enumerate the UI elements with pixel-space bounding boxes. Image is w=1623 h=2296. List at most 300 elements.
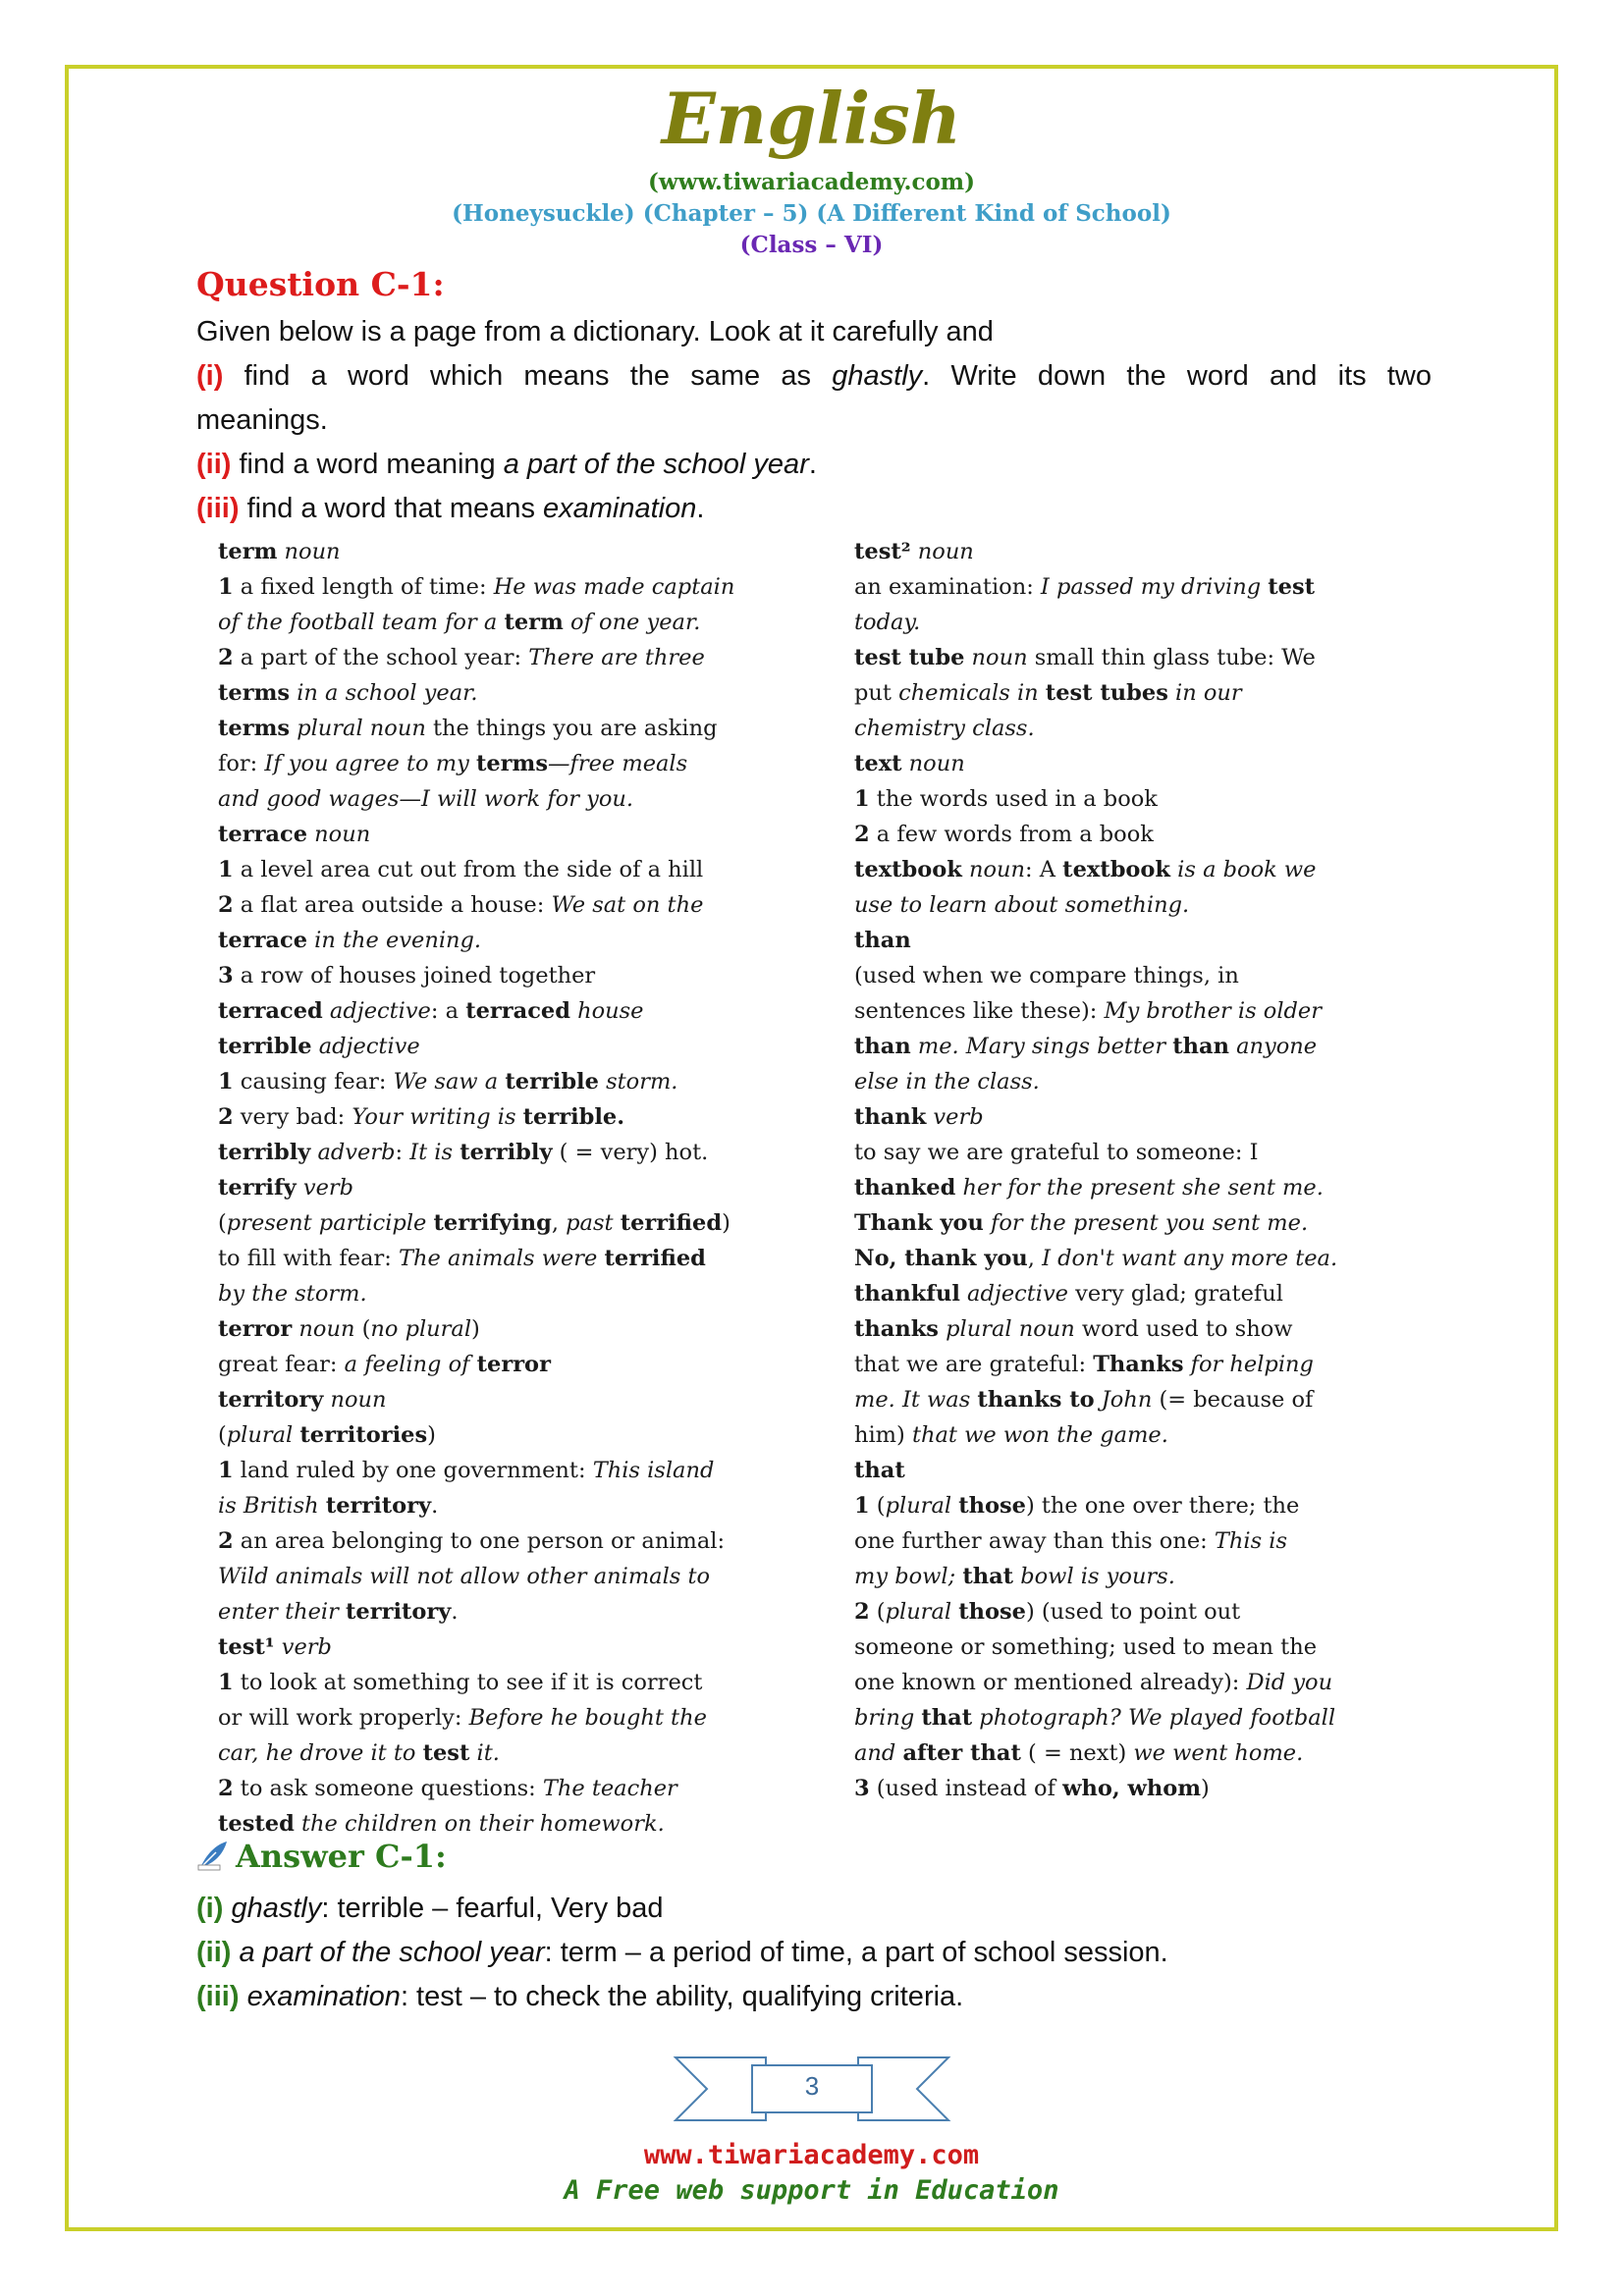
dictionary-text: 2 [218, 1104, 234, 1130]
dictionary-text: thankful [854, 1281, 960, 1307]
dictionary-line [854, 1099, 1416, 1135]
dictionary-text: thank [854, 1104, 927, 1130]
feather-icon [196, 1839, 230, 1880]
dictionary-text: a level area cut out from the side of a hill [233, 857, 704, 882]
dictionary-text: ( [218, 1422, 227, 1448]
dictionary-text: territories [299, 1422, 428, 1448]
answer-item-term: ghastly [231, 1893, 322, 1924]
dictionary-line [854, 746, 1416, 781]
dictionary-text: in our [1167, 680, 1242, 706]
answer-item-label: (i) [196, 1893, 224, 1924]
dictionary-text: in the evening. [307, 928, 482, 953]
dictionary-line [218, 675, 801, 711]
dictionary-text: great fear: [218, 1352, 345, 1377]
dictionary-text: ( = next) [1020, 1740, 1134, 1766]
dictionary-text: that [854, 1458, 905, 1483]
dictionary-text: terraced [218, 998, 323, 1024]
dictionary-text: Thank you [854, 1210, 984, 1236]
dictionary-text: Did you [1246, 1670, 1333, 1695]
dictionary-text: for: [218, 751, 265, 776]
dictionary-text: terms [218, 680, 291, 706]
dictionary-line [218, 569, 801, 605]
question-item-label: (i) [196, 360, 224, 392]
dictionary-line [854, 1700, 1416, 1735]
dictionary-text: test [1268, 574, 1316, 600]
dictionary-text: 2 [854, 1599, 870, 1625]
dictionary-text: ( [354, 1316, 371, 1342]
dictionary-line [854, 1559, 1416, 1594]
answer-heading [196, 1838, 447, 1880]
page-number: 3 [804, 2071, 820, 2101]
dictionary-text: terrace [218, 822, 308, 847]
dictionary-text: my bowl; [854, 1564, 963, 1589]
dictionary-text: Before he bought the [468, 1705, 707, 1731]
dictionary-text: very bad: [233, 1104, 352, 1130]
dictionary-text: house [569, 998, 644, 1024]
dictionary-text: of one year. [563, 610, 701, 635]
dictionary-line [854, 852, 1416, 887]
dictionary-text: test tube [854, 645, 965, 670]
dictionary-line [218, 1064, 801, 1099]
dictionary-text: past [566, 1210, 621, 1236]
dictionary-text: terrible [218, 1034, 312, 1059]
dictionary-text: the words used in a book [869, 786, 1158, 812]
dictionary-text: terrifying [433, 1210, 552, 1236]
dictionary-text: a few words from a book [869, 822, 1154, 847]
question-item-term: a part of the school year [503, 449, 809, 480]
question-heading: Question C-1: [196, 265, 445, 303]
dictionary-column-right [854, 534, 1416, 1806]
dictionary-text: 2 [218, 1776, 234, 1801]
dictionary-text: terraced [465, 998, 570, 1024]
dictionary-line [854, 675, 1416, 711]
dictionary-text: word used to show [1074, 1316, 1293, 1342]
page-title: English [661, 77, 962, 160]
dictionary-line [854, 887, 1416, 923]
dictionary-text: plural noun [290, 716, 426, 741]
dictionary-text: terrified [620, 1210, 723, 1236]
dictionary-text: by the storm. [218, 1281, 367, 1307]
dictionary-line [218, 746, 801, 781]
question-item-text: . [808, 449, 817, 480]
dictionary-text: If you agree to my [264, 751, 476, 776]
dictionary-text: My brother is older [1104, 998, 1323, 1024]
dictionary-text: The teacher [542, 1776, 677, 1801]
dictionary-text: and [854, 1740, 903, 1766]
dictionary-line [854, 1170, 1416, 1205]
dictionary-line [218, 1523, 801, 1559]
dictionary-line [854, 1735, 1416, 1771]
dictionary-text: bowl is yours. [1013, 1564, 1175, 1589]
dictionary-line [854, 1064, 1416, 1099]
question-item-text: . Write down the word and its two [922, 360, 1432, 392]
dictionary-text: causing fear: [233, 1069, 394, 1095]
dictionary-line [854, 781, 1416, 817]
dictionary-line [854, 1488, 1416, 1523]
dictionary-line [854, 1276, 1416, 1311]
dictionary-text: textbook [1062, 857, 1171, 882]
question-item-text: . [696, 493, 705, 524]
dictionary-line [854, 605, 1416, 640]
answer-heading-text: Answer C-1: [236, 1838, 447, 1875]
dictionary-text: thanks to [977, 1387, 1095, 1413]
dictionary-text: 2 [218, 645, 234, 670]
dictionary-line [218, 640, 801, 675]
header-website: (www.tiwariacademy.com) [647, 169, 976, 195]
dictionary-text: ( [218, 1210, 227, 1236]
dictionary-text: term [218, 539, 278, 564]
dictionary-text: ( [869, 1599, 886, 1625]
dictionary-text: This is [1214, 1528, 1288, 1554]
dictionary-text: terrified [604, 1246, 706, 1271]
dictionary-text: thanked [854, 1175, 956, 1201]
question-item-2 [196, 449, 1432, 481]
question-item-text: find a word that means [246, 493, 535, 524]
dictionary-text: ) [427, 1422, 436, 1448]
dictionary-text: verb [926, 1104, 984, 1130]
dictionary-text: . [431, 1493, 439, 1519]
dictionary-text: one known or mentioned already): [854, 1670, 1247, 1695]
dictionary-text: noun [901, 751, 965, 776]
dictionary-text: who, whom [1062, 1776, 1202, 1801]
question-item-label: (iii) [196, 493, 240, 524]
dictionary-text: 1 [218, 857, 234, 882]
dictionary-text: ) [722, 1210, 730, 1236]
dictionary-line [854, 1629, 1416, 1665]
dictionary-text: no plural [370, 1316, 472, 1342]
dictionary-text: car, he drove it to [218, 1740, 423, 1766]
dictionary-text: use to learn about something. [854, 892, 1190, 918]
dictionary-text: We saw a [393, 1069, 506, 1095]
dictionary-text: terrify [218, 1175, 297, 1201]
dictionary-text: test¹ [218, 1634, 275, 1660]
dictionary-text: or will work properly: [218, 1705, 469, 1731]
dictionary-text: ) the one over there; the [1025, 1493, 1300, 1519]
dictionary-text: than [854, 928, 911, 953]
dictionary-text: Your writing is [352, 1104, 523, 1130]
dictionary-line [218, 1205, 801, 1241]
dictionary-text: land ruled by one government: [233, 1458, 593, 1483]
dictionary-line [218, 1735, 801, 1771]
question-item-term: ghastly [832, 360, 923, 392]
dictionary-line [218, 1700, 801, 1735]
dictionary-text: that [962, 1564, 1014, 1589]
dictionary-line [218, 1276, 801, 1311]
dictionary-text: someone or something; used to mean the [854, 1634, 1318, 1660]
dictionary-text: adjective [959, 1281, 1069, 1307]
dictionary-text: the things you are asking [425, 716, 718, 741]
dictionary-line [218, 923, 801, 958]
dictionary-text: than [854, 1034, 911, 1059]
dictionary-text: after that [902, 1740, 1021, 1766]
dictionary-text: of the football team for a [218, 610, 505, 635]
dictionary-text: I passed my driving [1040, 574, 1269, 600]
dictionary-line [218, 1806, 801, 1842]
dictionary-text: very glad; grateful [1068, 1281, 1283, 1307]
dictionary-text: put [854, 680, 899, 706]
dictionary-text: to ask someone questions: [233, 1776, 543, 1801]
dictionary-text: to look at something to see if it is correct [233, 1670, 703, 1695]
dictionary-text: is British [218, 1493, 326, 1519]
dictionary-text: 2 [854, 822, 870, 847]
dictionary-text: chemicals in [898, 680, 1046, 706]
dictionary-text: Thanks [1093, 1352, 1184, 1377]
dictionary-text: is a book we [1170, 857, 1317, 882]
dictionary-text: that we won the game. [911, 1422, 1168, 1448]
dictionary-text: for helping [1183, 1352, 1314, 1377]
dictionary-text: 3 [854, 1776, 870, 1801]
dictionary-line [854, 1382, 1416, 1417]
dictionary-text: to fill with fear: [218, 1246, 399, 1271]
dictionary-text: term [504, 610, 564, 635]
dictionary-text: , [1027, 1246, 1043, 1271]
question-intro: Given below is a page from a dictionary. Look at it carefully and [196, 316, 994, 347]
dictionary-text: . [451, 1599, 459, 1625]
dictionary-line [854, 569, 1416, 605]
dictionary-line [854, 1453, 1416, 1488]
dictionary-column-left [218, 534, 801, 1842]
dictionary-line [218, 1665, 801, 1700]
dictionary-text: that [921, 1705, 973, 1731]
dictionary-line [854, 1135, 1416, 1170]
dictionary-line [218, 1382, 801, 1417]
dictionary-line [218, 1135, 801, 1170]
dictionary-text: We sat on the [551, 892, 704, 918]
dictionary-text: territory [325, 1493, 432, 1519]
dictionary-text: storm. [598, 1069, 678, 1095]
dictionary-text: 1 [854, 1493, 870, 1519]
dictionary-text: those [958, 1493, 1026, 1519]
dictionary-line [218, 1559, 801, 1594]
dictionary-text: sentences like these): [854, 998, 1105, 1024]
dictionary-text: plural [885, 1599, 959, 1625]
answer-item-label: (ii) [196, 1937, 232, 1968]
dictionary-line [854, 958, 1416, 993]
dictionary-text: me. It was [854, 1387, 978, 1413]
dictionary-text: chemistry class. [854, 716, 1035, 741]
dictionary-text: This island [592, 1458, 715, 1483]
dictionary-text: thanks [854, 1316, 939, 1342]
dictionary-text: him) [854, 1422, 912, 1448]
dictionary-text: a fixed length of time: [233, 574, 494, 600]
dictionary-text: : A [1025, 857, 1063, 882]
dictionary-line [854, 817, 1416, 852]
dictionary-text: The animals were [398, 1246, 605, 1271]
dictionary-text: noun [292, 1316, 355, 1342]
dictionary-line [854, 1241, 1416, 1276]
dictionary-text: —free meals [548, 751, 688, 776]
dictionary-text: a row of houses joined together [233, 963, 596, 988]
dictionary-text: noun [323, 1387, 387, 1413]
dictionary-text: 1 [218, 1670, 234, 1695]
dictionary-text: terms [475, 751, 548, 776]
dictionary-text: 2 [218, 1528, 234, 1554]
question-item-text: find a word which means the same as [243, 360, 812, 392]
dictionary-line [218, 1417, 801, 1453]
dictionary-line [218, 1241, 801, 1276]
dictionary-text: the children on their homework. [294, 1811, 665, 1837]
question-item-3 [196, 493, 1432, 525]
dictionary-text: : a [430, 998, 466, 1024]
dictionary-text: verb [296, 1175, 354, 1201]
dictionary-text: ) [1201, 1776, 1210, 1801]
answer-item-text: : terrible – fearful, Very bad [321, 1893, 664, 1924]
dictionary-text: terribly [218, 1140, 311, 1165]
dictionary-text: terror [476, 1352, 551, 1377]
dictionary-text: ) [471, 1316, 480, 1342]
dictionary-text: in a school year. [290, 680, 478, 706]
dictionary-line [218, 852, 801, 887]
dictionary-text: , [551, 1210, 567, 1236]
dictionary-line [854, 993, 1416, 1029]
dictionary-text: we went home. [1133, 1740, 1304, 1766]
dictionary-text: noun [277, 539, 341, 564]
dictionary-text: enter their [218, 1599, 347, 1625]
dictionary-text: There are three [528, 645, 705, 670]
dictionary-text: test [422, 1740, 470, 1766]
answer-item-term: examination [246, 1981, 401, 2012]
dictionary-text: adverb [310, 1140, 396, 1165]
answer-item-3 [196, 1981, 963, 2013]
dictionary-line [218, 534, 801, 569]
dictionary-line [854, 1417, 1416, 1453]
dictionary-text: territory [346, 1599, 452, 1625]
dictionary-line [854, 711, 1416, 746]
dictionary-line [218, 1029, 801, 1064]
dictionary-line [854, 1665, 1416, 1700]
answer-item-text: : term – a period of time, a part of school session. [544, 1937, 1168, 1968]
dictionary-text: noun [307, 822, 371, 847]
question-item-label: (ii) [196, 449, 232, 480]
dictionary-text: terrace [218, 928, 308, 953]
dictionary-text: tested [218, 1811, 295, 1837]
dictionary-text: noun [910, 539, 974, 564]
answer-item-term: a part of the school year [239, 1937, 545, 1968]
header-chapter: (Honeysuckle) (Chapter – 5) (A Different Kind of School) [452, 200, 1171, 227]
dictionary-text: terms [218, 716, 291, 741]
dictionary-line [218, 1771, 801, 1806]
dictionary-line [854, 923, 1416, 958]
dictionary-text: 3 [218, 963, 234, 988]
dictionary-text: adjective [322, 998, 431, 1024]
dictionary-text: her for the present she sent me. [955, 1175, 1324, 1201]
dictionary-text: plural [885, 1493, 959, 1519]
dictionary-line [854, 1523, 1416, 1559]
dictionary-text: No, thank you [854, 1246, 1028, 1271]
dictionary-text: territory [218, 1387, 324, 1413]
dictionary-text: a part of the school year: [233, 645, 529, 670]
dictionary-text: ( [869, 1493, 886, 1519]
question-item-text: find a word meaning [239, 449, 496, 480]
dictionary-text: : [395, 1140, 410, 1165]
dictionary-text: verb [274, 1634, 332, 1660]
header-class: (Class – VI) [739, 232, 884, 258]
dictionary-text: adjective [311, 1034, 420, 1059]
dictionary-line [218, 1453, 801, 1488]
dictionary-line [218, 887, 801, 923]
dictionary-text: plural noun [938, 1316, 1075, 1342]
dictionary-line [854, 1311, 1416, 1347]
dictionary-text: ( = very) hot. [552, 1140, 709, 1165]
dictionary-line [854, 534, 1416, 569]
footer-website: www.tiwariacademy.com [643, 2140, 980, 2170]
question-item-term: examination [543, 493, 697, 524]
dictionary-text: an examination: [854, 574, 1041, 600]
dictionary-text: terribly [460, 1140, 553, 1165]
dictionary-line [218, 1629, 801, 1665]
answer-item-label: (iii) [196, 1981, 240, 2012]
dictionary-line [854, 1771, 1416, 1806]
dictionary-line [218, 1311, 801, 1347]
dictionary-line [218, 1099, 801, 1135]
dictionary-text: (= because of [1152, 1387, 1314, 1413]
dictionary-line [218, 781, 801, 817]
dictionary-text: 1 [854, 786, 870, 812]
dictionary-text: I don't want any more tea. [1042, 1246, 1338, 1271]
dictionary-text: It is [409, 1140, 460, 1165]
dictionary-text: terrible [505, 1069, 599, 1095]
dictionary-text: me. Mary sings better [910, 1034, 1173, 1059]
dictionary-line [218, 1488, 801, 1523]
dictionary-text: He was made captain [493, 574, 735, 600]
dictionary-text: those [958, 1599, 1026, 1625]
answer-item-text: : test – to check the ability, qualifying criteria. [400, 1981, 964, 2012]
answer-item-1 [196, 1893, 664, 1925]
question-item-1-cont: meanings. [196, 404, 328, 436]
dictionary-line [218, 711, 801, 746]
dictionary-text: test² [854, 539, 911, 564]
dictionary-text: textbook [854, 857, 962, 882]
dictionary-line [218, 993, 801, 1029]
dictionary-line [854, 1029, 1416, 1064]
dictionary-text: noun [961, 857, 1026, 882]
dictionary-text: text [854, 751, 902, 776]
answer-item-2 [196, 1937, 1168, 1969]
dictionary-line [218, 958, 801, 993]
dictionary-text: plural [226, 1422, 300, 1448]
dictionary-text: anyone [1228, 1034, 1318, 1059]
dictionary-text: 2 [218, 892, 234, 918]
dictionary-text: 1 [218, 1069, 234, 1095]
dictionary-text: (used instead of [869, 1776, 1063, 1801]
dictionary-text: small thin glass tube: We [1027, 645, 1316, 670]
dictionary-text: than [1172, 1034, 1229, 1059]
dictionary-text: a flat area outside a house: [233, 892, 552, 918]
dictionary-text: (used when we compare things, in [854, 963, 1239, 988]
dictionary-line [854, 640, 1416, 675]
dictionary-text: for the present you sent me. [983, 1210, 1309, 1236]
dictionary-text: a feeling of [344, 1352, 477, 1377]
dictionary-text: noun [964, 645, 1028, 670]
dictionary-text: an area belonging to one person or animal: [233, 1528, 726, 1554]
dictionary-text: else in the class. [854, 1069, 1040, 1095]
dictionary-text: John [1094, 1387, 1153, 1413]
dictionary-line [854, 1205, 1416, 1241]
dictionary-text: to say we are grateful to someone: I [854, 1140, 1259, 1165]
question-item-1 [196, 360, 1432, 393]
dictionary-text: that we are grateful: [854, 1352, 1094, 1377]
dictionary-text: Wild animals will not allow other animals to [218, 1564, 711, 1589]
dictionary-line [218, 1347, 801, 1382]
dictionary-line [218, 1170, 801, 1205]
dictionary-text: 1 [218, 574, 234, 600]
dictionary-text: photograph? We played football [972, 1705, 1336, 1731]
dictionary-text: it. [469, 1740, 500, 1766]
dictionary-text: terrible. [522, 1104, 625, 1130]
dictionary-text: terror [218, 1316, 293, 1342]
dictionary-text: bring [854, 1705, 922, 1731]
dictionary-line [854, 1594, 1416, 1629]
